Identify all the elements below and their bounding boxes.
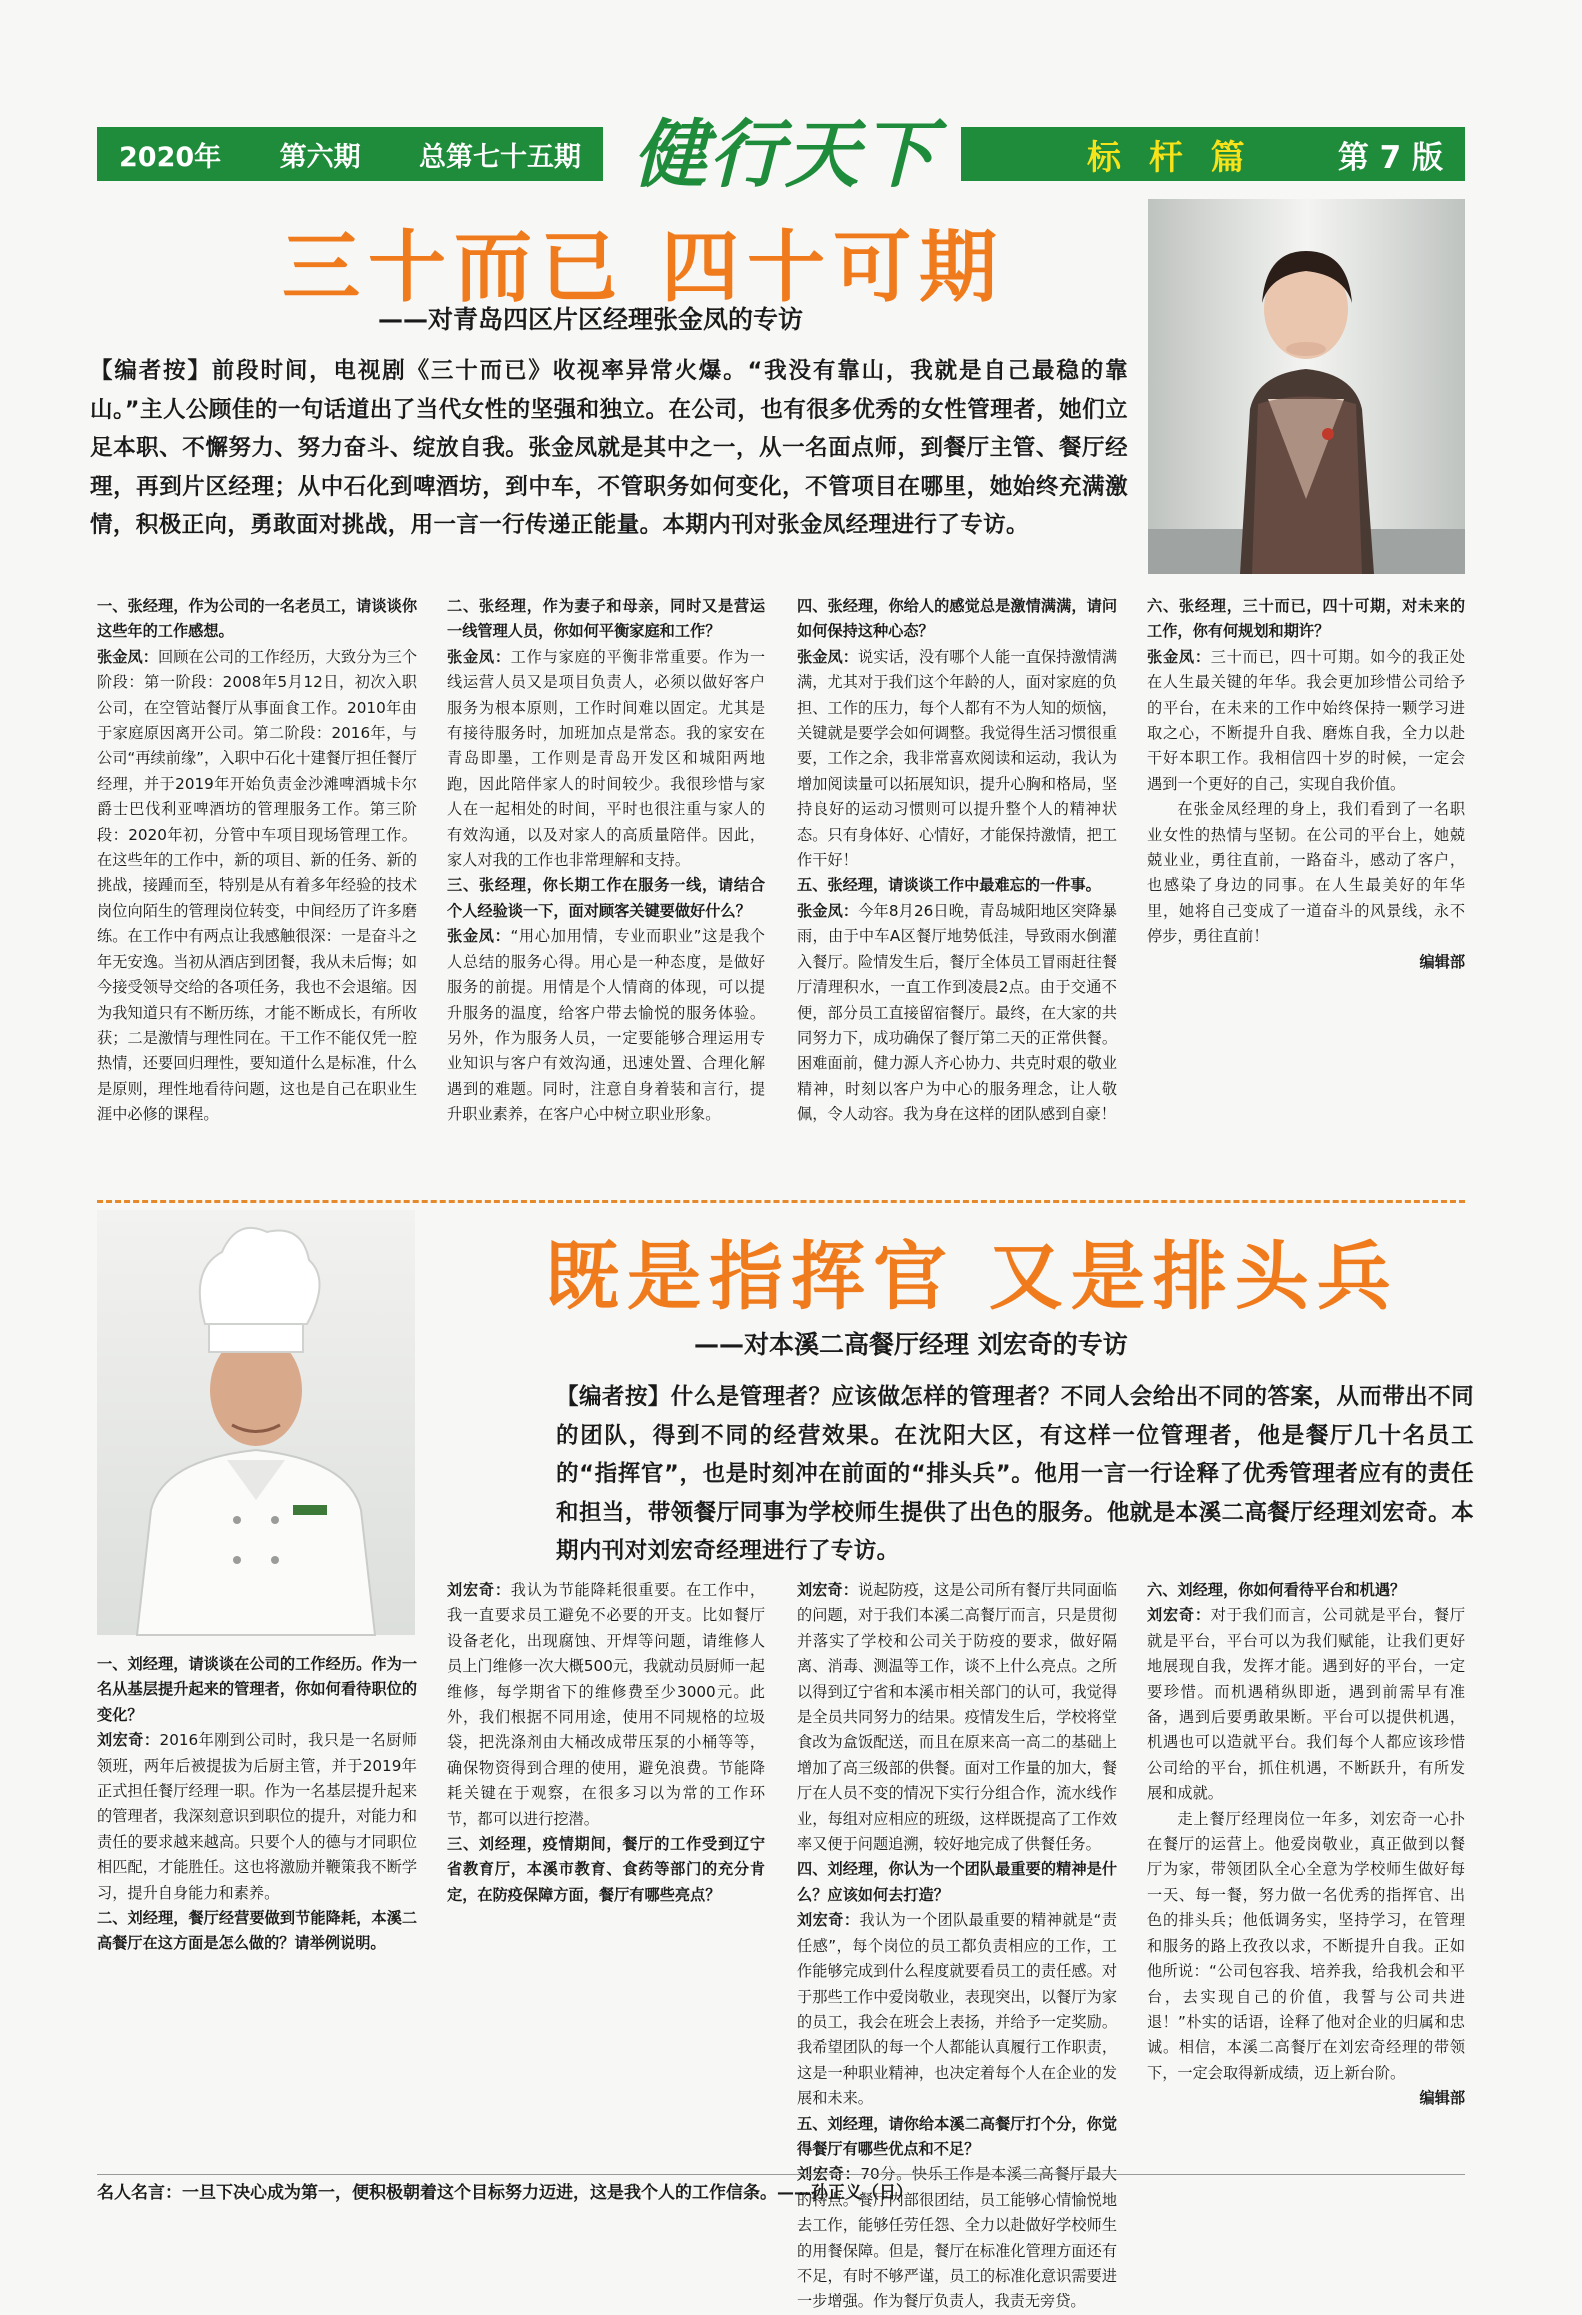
issue-number: 第六期: [279, 141, 361, 173]
section-bar: [961, 127, 1465, 181]
issue-total: 总第七十五期: [419, 141, 581, 173]
article1-answer-5: 今年8月26日晚，青岛城阳地区突降暴雨，由于中车A区餐厅地势低洼，导致雨水倒灌入餐厅。险情发生后，餐厅全体员工冒雨赶往餐厅清理积水，一直工作到凌晨2点。由于交通不便，部分员工直接留宿餐厅。最终，在大家的共同努力下，成功确保了餐厅第二天的正常供餐。困难面前，健力源人齐心协力、共克时艰的敬业精神，时刻以客户为中心的服务理念，让人敬佩，令人动容。我为身在这样的团队感到自豪！: [797, 901, 1118, 1124]
article1-question-2: 二、张经理，作为妻子和母亲，同时又是营运一线管理人员，你如何平衡家庭和工作？: [447, 597, 765, 641]
article1-title: 三十而已 四十可期: [282, 222, 1006, 313]
section-name: 标 杆 篇: [1087, 137, 1253, 178]
article2-editor: 编辑部: [1419, 2089, 1465, 2108]
article1-portrait-photo: [1148, 199, 1465, 574]
article2-answer-6-speaker: 刘宏奇：: [1147, 1606, 1211, 1625]
portrait-illustration-icon: [1148, 199, 1465, 574]
article1-column-4: [1147, 594, 1465, 1187]
article2-answer-6: 对于我们而言，公司就是平台，餐厅就是平台，平台可以为我们赋能，让我们更好地展现自我，发挥才能。遇到好的平台，一定要珍惜。而机遇稍纵即逝，遇到前需早有准备，遇到后要勇敢果断。平台可以提供机遇，机遇也可以造就平台。我们每个人都应该珍惜公司给的平台，抓住机遇，不断跃升，有所发展和成就。: [1147, 1606, 1465, 1803]
article1-answer-6: 三十而已，四十可期。如今的我正处在人生最关键的年华。我会更加珍惜公司给予的平台，在未来的工作中始终保持一颗学习进取之心，不断提升自我、磨炼自我，全力以赴干好本职工作。我相信四十岁的时候，一定会遇到一个更好的自己，实现自我价值。: [1147, 647, 1465, 793]
article2-answer-4: 我认为一个团队最重要的精神就是“责任感”，每个岗位的员工都负责相应的工作，工作能够完成到什么程度就要看员工的责任感。对于那些工作中爱岗敬业，表现突出，以餐厅为家的员工，我会在班会上表扬，并给予一定奖励。我希望团队的每一个人都能认真履行工作职责，这是一种职业精神，也决定着每个人在企业的发展和未来。: [797, 1911, 1118, 2108]
article2-question-3: 三、刘经理，疫情期间，餐厅的工作受到辽宁省教育厅，本溪市教育、食药等部门的充分肯定，在防疫保障方面，餐厅有哪些亮点？: [447, 1835, 765, 1904]
article2-subtitle: ——对本溪二高餐厅经理 刘宏奇的专访: [694, 1330, 1128, 1359]
article1-question-5: 五、张经理，请谈谈工作中最难忘的一件事。: [797, 876, 1101, 895]
article2-answer-1-speaker: 刘宏奇：: [97, 1731, 160, 1750]
article2-answer-3-speaker: 刘宏奇：: [797, 1581, 858, 1599]
article2-answer-2-speaker: 刘宏奇：: [447, 1581, 511, 1599]
article1-column-1: [97, 594, 417, 1187]
article2-column-3: [797, 1578, 1118, 2311]
article2-answer-3: 说起防疫，这是公司所有餐厅共同面临的问题，对于我们本溪二高餐厅而言，只是贯彻并落实了学校和公司关于防疫的要求，做好隔离、消毒、测温等工作，谈不上什么亮点。之所以得到辽宁省和本溪市相关部门的认可，我觉得是全员共同努力的结果。疫情发生后，学校将堂食改为盒饭配送，而且在原来高一高二的基础上增加了高三级部的供餐。面对工作量的加大，餐厅在人员不变的情况下实行分组合作，流水线作业，每组对应相应的班级，这样既提高了工作效率又便于问题追溯，较好地完成了供餐任务。: [797, 1581, 1118, 1854]
article2-answer-5-speaker: 刘宏奇：: [797, 2165, 861, 2184]
edition-number: 第 7 版: [1337, 139, 1443, 176]
article2-intro: 【编者按】什么是管理者？应该做怎样的管理者？不同人会给出不同的答案，从而带出不同的团队，得到不同的经营效果。在沈阳大区，有这样一位管理者，他是餐厅几十名员工的“指挥官”，也是时刻冲在前面的“排头兵”。他用一言一行诠释了优秀管理者应有的责任和担当，带领餐厅同事为学校师生提供了出色的服务。他就是本溪二高餐厅经理刘宏奇。本期内刊对刘宏奇经理进行了专访。: [556, 1384, 1474, 1564]
article1-question-4: 四、张经理，你给人的感觉总是激情满满，请问如何保持这种心态？: [797, 597, 1117, 641]
article1-column-3: [797, 594, 1117, 1187]
article1-answer-2-speaker: 张金凤：: [447, 647, 511, 666]
article1-subtitle: ——对青岛四区片区经理张金凤的专访: [378, 305, 804, 334]
chef-illustration-icon: [97, 1210, 415, 1635]
article2-column-2: [447, 1578, 765, 2168]
article2-question-5: 五、刘经理，请你给本溪二高餐厅打个分，你觉得餐厅有哪些优点和不足？: [797, 2114, 1117, 2158]
article1-question-6: 六、张经理，三十而已，四十可期，对未来的工作，你有何规划和期许？: [1147, 597, 1465, 641]
article1-answer-1: 回顾在公司的工作经历，大致分为三个阶段：第一阶段：2008年5月12日，初次入职公司，在空管站餐厅从事面食工作。2010年由于家庭原因离开公司。第二阶段：2016年，与公司“再续前缘”，入职中石化十建餐厅担任餐厅经理，并于2019年开始负责金沙滩啤酒城卡尔爵士巴伐利亚啤酒坊的管理服务工作。第三阶段：2020年初，分管中车项目现场管理工作。在这些年的工作中，新的项目、新的任务、新的挑战，接踵而至，特别是从有着多年经验的技术岗位向陌生的管理岗位转变，中间经历了许多磨练。在工作中有两点让我感触很深：一是奋斗之年无安逸。当初从酒店到团餐，我从未后悔；如今接受领导交给的各项任务，我也不会退缩。因为我知道只有不断历练，才能不断成长，有所收获；二是激情与理性同在。干工作不能仅凭一腔热情，还要回归理性，要知道什么是标准，什么是原则，理性地看待问题，这也是自己在职业生涯中必修的课程。: [97, 647, 418, 1124]
article2-column-4: [1147, 1578, 1465, 2168]
article1-answer-2: 工作与家庭的平衡非常重要。作为一线运营人员又是项目负责人，必须以做好客户服务为根本原则，工作时间难以固定。尤其是有接待服务时，加班加点是常态。我的家安在青岛即墨，工作则是青岛开发区和城阳两地跑，因此陪伴家人的时间较少。我很珍惜与家人在一起相处的时间，平时也很注重与家人的有效沟通，以及对家人的高质量陪伴。因此，家人对我的工作也非常理解和支持。: [447, 647, 765, 870]
article2-question-1: 一、刘经理，请谈谈在公司的工作经历。作为一名从基层提升起来的管理者，你如何看待职位的变化？: [97, 1655, 417, 1724]
famous-quote: [97, 2178, 913, 2203]
article2-portrait-photo: [97, 1210, 415, 1635]
article2-answer-5: 70分。快乐工作是本溪二高餐厅最大的特点。餐厅内部很团结，员工能够心情愉悦地去工作，能够任劳任怨、全力以赴做好学校师生的用餐保障。但是，餐厅在标准化管理方面还有不足，有时不够严谨，员工的标准化意识需要进一步增强。作为餐厅负责人，我责无旁贷。: [797, 2165, 1118, 2311]
article2-answer-4-speaker: 刘宏奇：: [797, 1911, 860, 1930]
article2-question-4: 四、刘经理，你认为一个团队最重要的精神是什么？应该如何去打造？: [797, 1860, 1117, 1904]
article2-closing: 走上餐厅经理岗位一年多，刘宏奇一心扑在餐厅的运营上。他爱岗敬业，真正做到以餐厅为家，带领团队全心全意为学校师生做好每一天、每一餐，努力做一名优秀的指挥官、出色的排头兵；他低调务实，坚持学习，在管理和服务的路上孜孜以求，不断提升自我。正如他所说：“公司包容我、培养我，给我机会和平台，去实现自己的价值，我誓与公司共进退！”朴实的话语，诠释了他对企业的归属和忠诚。相信，本溪二高餐厅在刘宏奇经理的带领下，一定会取得新成绩，迈上新台阶。: [1147, 1809, 1465, 2082]
article1-editor: 编辑部: [1419, 952, 1465, 971]
article2-column-1: [97, 1652, 417, 2168]
article1-question-3: 三、张经理，你长期工作在服务一线，请结合个人经验谈一下，面对顾客关键要做好什么？: [447, 876, 765, 920]
article1-answer-6-speaker: 张金凤：: [1147, 647, 1211, 666]
article2-question-2: 二、刘经理，餐厅经营要做到节能降耗，本溪二高餐厅在这方面是怎么做的？请举例说明。: [97, 1909, 417, 1953]
article1-answer-4-speaker: 张金凤：: [797, 647, 858, 666]
article2-question-6: 六、刘经理，你如何看待平台和机遇？: [1147, 1581, 1406, 1599]
quote-text: 一旦下决心成为第一，便积极朝着这个目标努力迈进，这是我个人的工作信条。——孙正义（日）: [182, 2183, 913, 2203]
article1-answer-1-speaker: 张金凤：: [97, 647, 158, 666]
article2-title: 既是指挥官 又是排头兵: [545, 1234, 1399, 1320]
masthead: 健行天下: [633, 112, 937, 198]
article1-answer-3: “用心加用情，专业而职业”这是我个人总结的服务心得。用心是一种态度，是做好服务的前提。用情是个人情商的体现，可以提升服务的温度，给客户带去愉悦的服务体验。另外，作为服务人员，一定要能够合理运用专业知识与客户有效沟通，迅速处置、合理化解遇到的难题。同时，注意自身着装和言行，提升职业素养，在客户心中树立职业形象。: [447, 927, 765, 1124]
quote-label: 名人名言：: [97, 2183, 182, 2203]
article1-intro: 【编者按】前段时间，电视剧《三十而已》收视率异常火爆。“我没有靠山，我就是自己最稳的靠山。”主人公顾佳的一句话道出了当代女性的坚强和独立。在公司，也有很多优秀的女性管理者，她们立足本职、不懈努力、努力奋斗、绽放自我。张金凤就是其中之一，从一名面点师，到餐厅主管、餐厅经理，再到片区经理；从中石化到啤酒坊，到中车，不管职务如何变化，不管项目在哪里，她始终充满激情，积极正向，勇敢面对挑战，用一言一行传递正能量。本期内刊对张金凤经理进行了专访。: [90, 358, 1128, 538]
issue-bar: [97, 127, 603, 181]
article1-answer-3-speaker: 张金凤：: [447, 927, 511, 946]
article2-answer-1: 2016年刚到公司时，我只是一名厨师领班，两年后被提拔为后厨主管，并于2019年正式担任餐厅经理一职。作为一名基层提升起来的管理者，我深刻意识到职位的提升，对能力和责任的要求越来越高。只要个人的德与才同职位相匹配，才能胜任。这也将激励并鞭策我不断学习，提升自身能力和素养。: [97, 1731, 418, 1902]
article-divider: [97, 1200, 1465, 1203]
article1-closing: 在张金凤经理的身上，我们看到了一名职业女性的热情与坚韧。在公司的平台上，她兢兢业业，勇往直前，一路奋斗，感动了客户，也感染了身边的同事。在人生最美好的年华里，她将自己变成了一道奋斗的风景线，永不停步，勇往直前！: [1147, 800, 1465, 946]
article1-column-2: [447, 594, 765, 1187]
article1-answer-5-speaker: 张金凤：: [797, 901, 859, 920]
footer-rule: [97, 2174, 1465, 2175]
article1-question-1: 一、张经理，作为公司的一名老员工，请谈谈你这些年的工作感想。: [97, 597, 417, 641]
article2-answer-2: 我认为节能降耗很重要。在工作中，我一直要求员工避免不必要的开支。比如餐厅设备老化，出现腐蚀、开焊等问题，请维修人员上门维修一次大概500元，我就动员厨师一起维修，每学期省下的维修费至少3000元。此外，我们根据不同用途，使用不同规格的垃圾袋，把洗涤剂由大桶改成带压泵的小桶等等，确保物资得到合理的使用，避免浪费。节能降耗关键在于观察，在很多习以为常的工作环节，都可以进行挖潜。: [447, 1581, 765, 1828]
article1-answer-4: 说实话，没有哪个人能一直保持激情满满，尤其对于我们这个年龄的人，面对家庭的负担、工作的压力，每个人都有不为人知的烦恼，关键就是要学会如何调整。我觉得生活习惯很重要，工作之余，我非常喜欢阅读和运动，我认为增加阅读量可以拓展知识，提升心胸和格局，坚持良好的运动习惯则可以提升整个人的精神状态。只有身体好、心情好，才能保持激情，把工作干好！: [797, 647, 1118, 870]
issue-year: 2020年: [119, 141, 222, 173]
